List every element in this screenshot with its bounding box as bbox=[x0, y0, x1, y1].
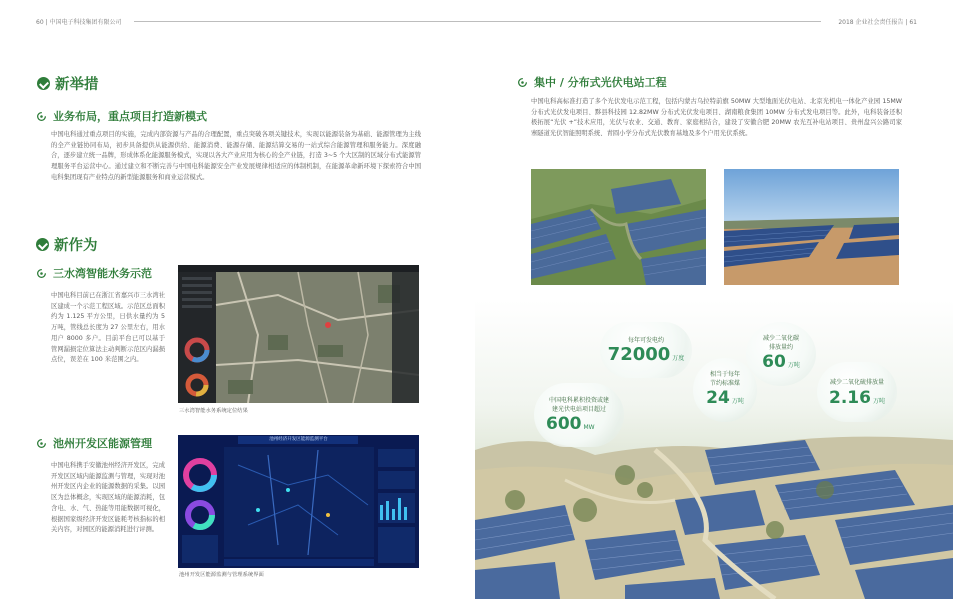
business-layout-text: 中国电科通过重点项目的实施，完成内部资源与产品的合理配置，重点突破各项关键技术，实现以能源装备为基础、能源管理为主线的全产业链协同布局，初步具备提供从能源供给、能源消费、能源存储、能源结算交易的一站式综合能源管理和服务能力。深度融合，逐步建立统一品牌，形成体系化能源服务模式，实现以各大产业应用为核心的全产业链，打造 3~5 个大区制的区域分布式能源管理服务平台运营中心。通过建立和不断完善与中国电科能源安全产业发展规律相适应的体制机制，在能源革命新环境下探索符合中国电科集团现有产业特点的新型能源服务和商业运营模式。 bbox=[51, 131, 421, 181]
dashboard-title: 池州经济开发区能源监测平台 bbox=[269, 437, 328, 442]
sanshuiwan-system-screenshot bbox=[178, 265, 419, 403]
stat-coal-value: 24 bbox=[706, 388, 730, 408]
stat-co2-label: 减少二氧化碳 排放量约 bbox=[762, 335, 799, 351]
pv-title: 集中 / 分布式光伏电站工程 bbox=[534, 76, 667, 89]
stat-so2-value: 2.16 bbox=[829, 388, 871, 408]
sub-business-layout-title: 业务布局，重点项目打造新模式 bbox=[53, 110, 207, 123]
check-circle-icon bbox=[36, 238, 49, 251]
section-new-actions bbox=[36, 234, 98, 255]
sub-chizhou-title: 池州开发区能源管理 bbox=[53, 437, 152, 450]
stat-so2-unit: 万吨 bbox=[872, 398, 885, 405]
sub-business-layout bbox=[36, 108, 207, 124]
stat-coal-unit: 万吨 bbox=[731, 398, 744, 405]
stat-co2-unit: 万吨 bbox=[787, 362, 800, 369]
stat-capacity bbox=[534, 383, 624, 447]
stat-so2-label: 减少二氧化硫排放量 bbox=[829, 379, 884, 386]
stat-annual-power-label: 每年可发电约 bbox=[627, 337, 664, 344]
sanshuiwan-caption: 三水湾智能水务系统定位结果 bbox=[179, 408, 248, 414]
chizhou-text: 中国电科携手安徽池州经济开发区，完成开发区区域内能源监测与管理，实现对池州开发区内企业的能源数据的采集。以园区为总体概念，实现区域的能源消耗，包含电、水、气、热能等用能数据可视化，根据国家级经济开发区能耗考核指标的相关内容，对园区的能源消耗进行评测。 bbox=[51, 462, 165, 534]
sanshuiwan-text: 中国电科目前已在浙江省嘉兴市三水湾社区建成一个示范工程区域。示范区总面积约为 1.125 平方公里，日供水量约为 5 万吨，管线总长度为 27 公里左右，用水用户 8000 多户。目前平台已可以基于管网漏损定位算法主动判断示范区内漏损点位，误差在 100 米范围之内。 bbox=[51, 292, 165, 364]
stat-coal-label: 相当于每年 节约标准煤 bbox=[709, 371, 740, 387]
section-new-actions-title: 新作为 bbox=[54, 238, 98, 254]
sub-chizhou bbox=[36, 435, 152, 451]
stat-co2 bbox=[746, 322, 816, 386]
chizhou-dashboard-screenshot bbox=[178, 435, 419, 568]
pv-aerial-photo bbox=[475, 300, 953, 599]
section-new-measures bbox=[37, 73, 99, 94]
leaf-icon bbox=[36, 111, 47, 122]
pv-hillside-photo bbox=[531, 169, 706, 285]
sub-sanshuiwan-title: 三水湾智能水务示范 bbox=[53, 267, 152, 280]
header-right: 2018 企业社会责任报告 | 61 bbox=[838, 19, 917, 26]
stat-co2-value: 60 bbox=[762, 352, 786, 372]
stat-so2 bbox=[817, 362, 897, 422]
chizhou-caption: 池州开发区能源监测与管理系统界面 bbox=[179, 572, 264, 578]
stat-capacity-value: 600 bbox=[546, 414, 582, 434]
stat-capacity-label: 中国电科累积投资或建 建光伏电站项目超过 bbox=[548, 397, 609, 413]
sub-pv-project bbox=[517, 74, 667, 90]
stat-annual-power-unit: 万度 bbox=[672, 355, 685, 362]
section-new-measures-title: 新举措 bbox=[55, 77, 99, 93]
leaf-icon bbox=[517, 77, 528, 88]
leaf-icon bbox=[36, 268, 47, 279]
stat-annual-power-value: 72000 bbox=[607, 344, 671, 365]
leaf-icon bbox=[36, 438, 47, 449]
stat-capacity-unit: MW bbox=[583, 424, 595, 431]
header-left: 60 | 中国电子科技集团有限公司 bbox=[36, 19, 122, 26]
header-rule bbox=[134, 21, 821, 22]
stat-annual-power bbox=[600, 322, 692, 378]
sub-sanshuiwan bbox=[36, 265, 152, 281]
check-circle-icon bbox=[37, 77, 50, 90]
pv-field-photo bbox=[724, 169, 899, 285]
pv-text: 中国电科高标准打造了多个光伏发电示范工程，包括内蒙古乌拉特前旗 50MW 大型地面光伏电站、北京光机电一体化产业园 15MW 分布式光伏发电项目、黟县科技园 12.82MW 分布式光伏发电项目、湖南粮食集团 10MW 分布式发电项目等。此外，电科装备还积极拓展“光伏 +”技术应用，光伏与农业、交通、教育、家庭相结合，建设了安徽合肥 20MW 农光互补电站项目、贵州盘兴公路司家寨隧道光伏智能照明系统、青圆小学分布式光伏教育基地及多个户用光伏系统。 bbox=[531, 98, 902, 138]
